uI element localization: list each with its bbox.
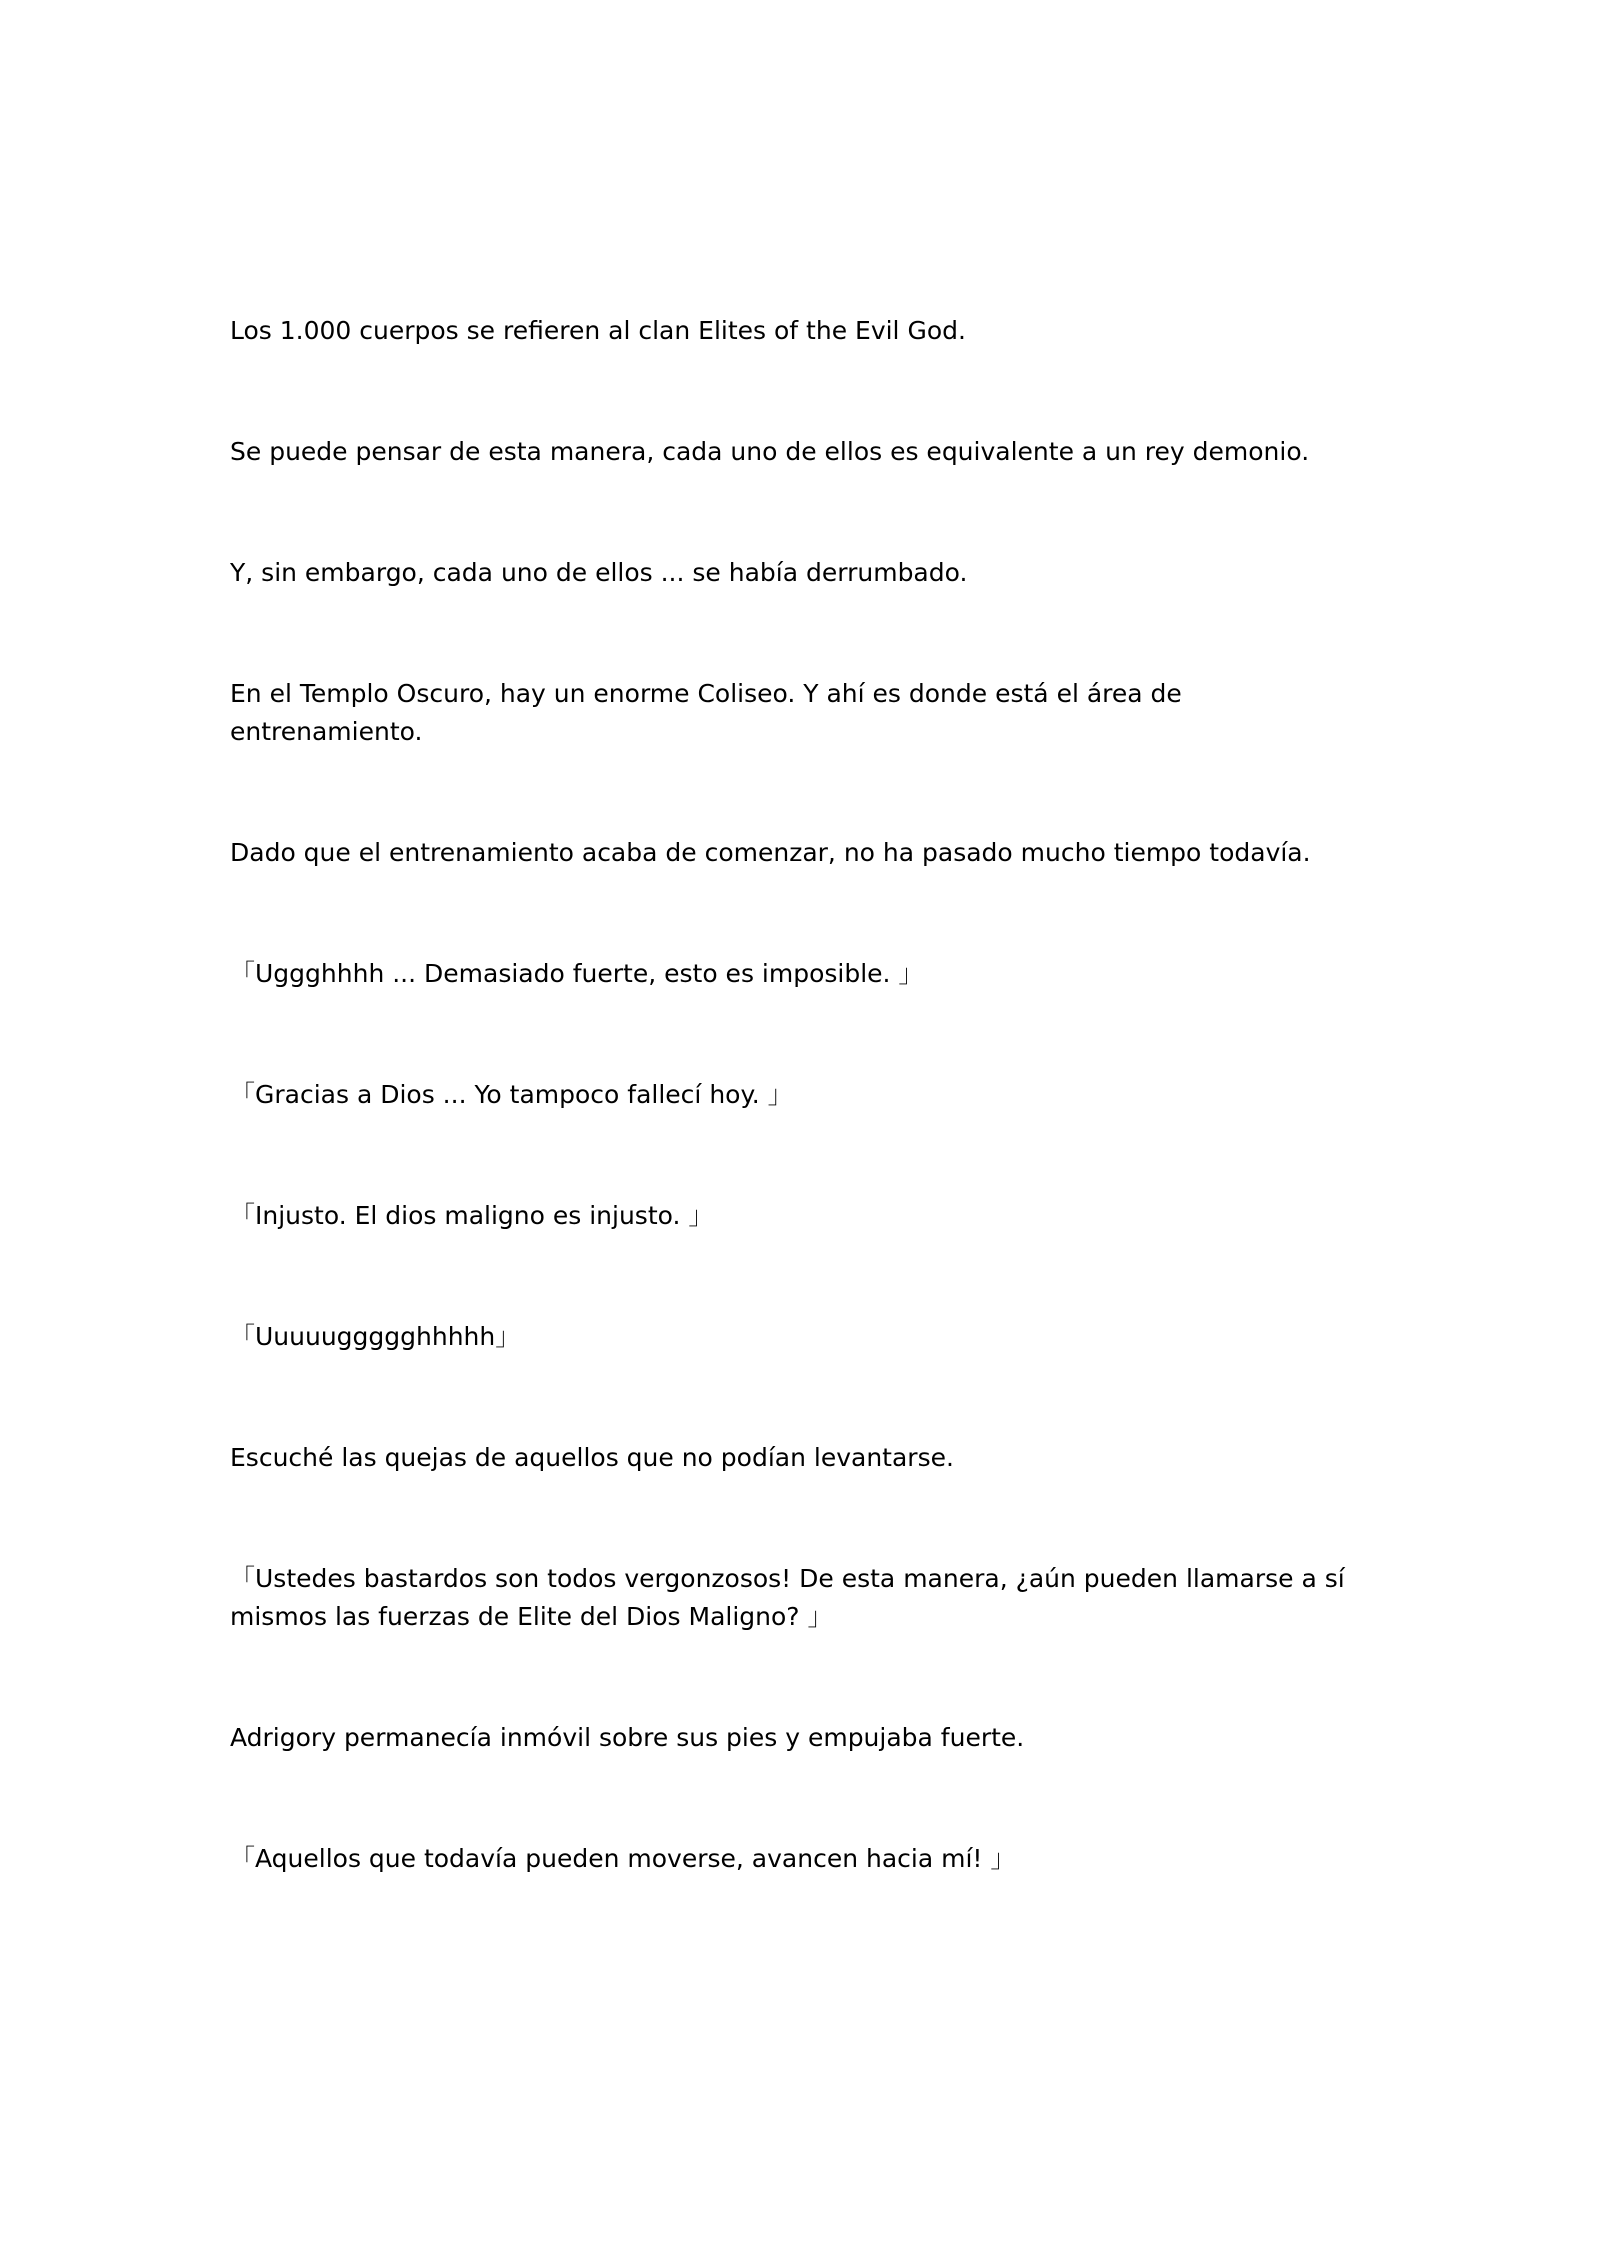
dialogue-3: 「Injusto. El dios maligno es injusto. 」 — [230, 1201, 714, 1230]
document-body — [230, 312, 1370, 1961]
dialogue-5: 「Ustedes bastardos son todos vergonzosos! De esta manera, ¿aún pueden llamarse a sí mismos las fuerzas de Elite del Dios Maligno? 」 — [230, 1564, 1345, 1631]
paragraph-3: Y, sin embargo, cada uno de ellos ... se había derrumbado. — [230, 558, 968, 587]
dialogue-1: 「Uggghhhh ... Demasiado fuerte, esto es imposible. 」 — [230, 959, 924, 988]
paragraph-4: En el Templo Oscuro, hay un enorme Coliseo. Y ahí es donde está el área de entrenamiento. — [230, 679, 1182, 746]
dialogue-2: 「Gracias a Dios ... Yo tampoco fallecí hoy. 」 — [230, 1080, 793, 1109]
dialogue-6: 「Aquellos que todavía pueden moverse, avancen hacia mí! 」 — [230, 1844, 1016, 1873]
paragraph-2: Se puede pensar de esta manera, cada uno de ellos es equivalente a un rey demonio. — [230, 437, 1310, 466]
paragraph-7: Adrigory permanecía inmóvil sobre sus pies y empujaba fuerte. — [230, 1723, 1025, 1752]
paragraph-5: Dado que el entrenamiento acaba de comenzar, no ha pasado mucho tiempo todavía. — [230, 838, 1311, 867]
dialogue-4: 「Uuuuuggggghhhhh」 — [230, 1322, 521, 1351]
paragraph-1: Los 1.000 cuerpos se refieren al clan Elites of the Evil God. — [230, 316, 966, 345]
paragraph-6: Escuché las quejas de aquellos que no podían levantarse. — [230, 1443, 954, 1472]
